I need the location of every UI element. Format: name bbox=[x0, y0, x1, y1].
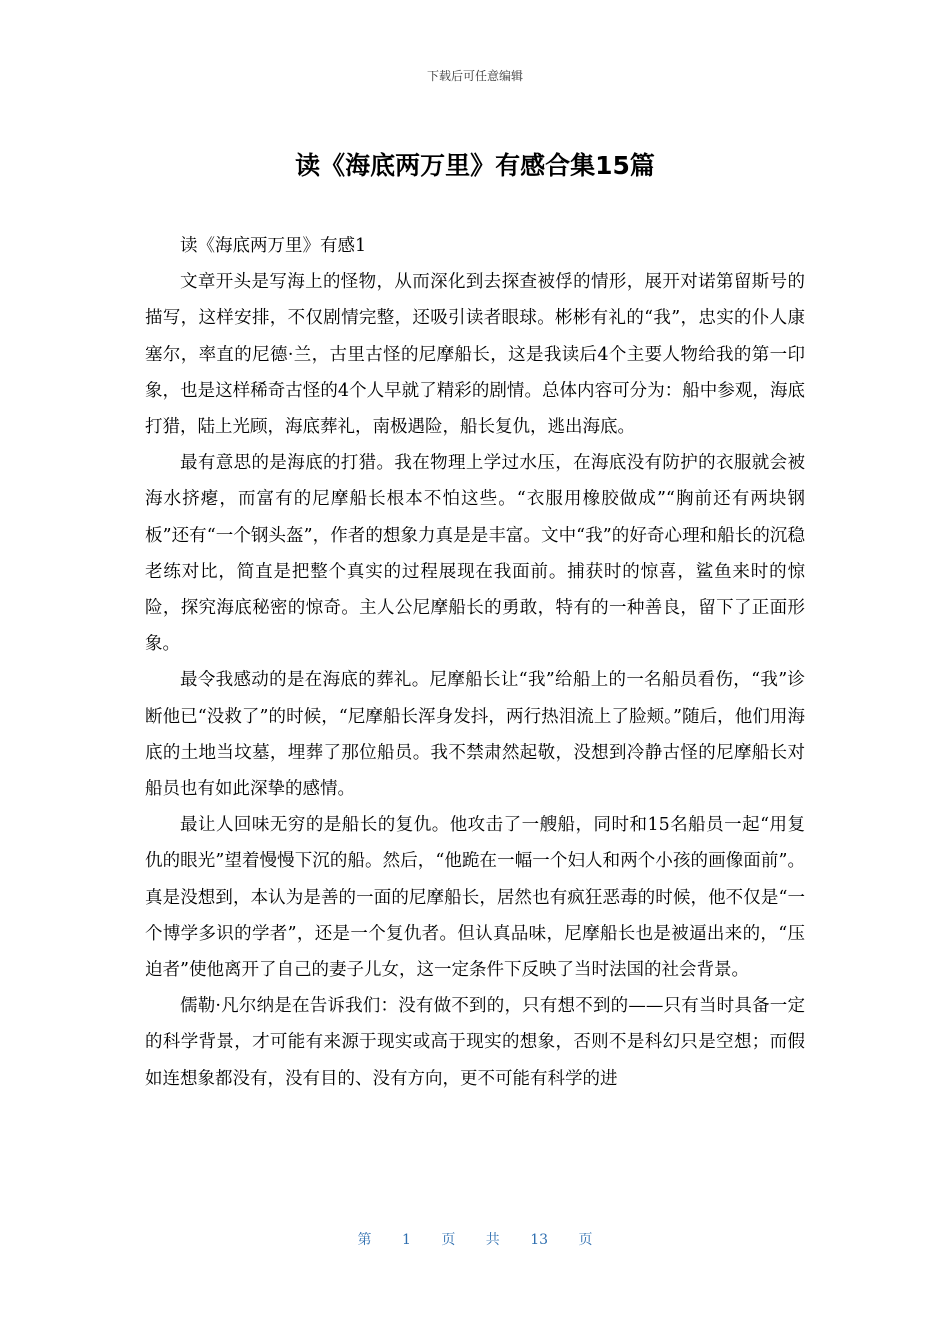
paragraph: 最令我感动的是在海底的葬礼。尼摩船长让“我”给船上的一名船员看伤，“我”诊断他已“没救了”的时候，“尼摩船长浑身发抖，两行热泪流上了脸颊。”随后，他们用海底的土地当坟墓，埋葬了那位船员。我不禁肃然起敬，没想到冷静古怪的尼摩船长对船员也有如此深挚的感情。 bbox=[145, 670, 805, 800]
footer-label-pages-end: 页 bbox=[578, 1232, 593, 1248]
paragraph: 最让人回味无穷的是船长的复仇。他攻击了一艘船，同时和15名船员一起“用复仇的眼光”望着慢慢下沉的船。然后，“他跪在一幅一个妇人和两个小孩的画像面前”。真是没想到，本认为是善的一面的尼摩船长，居然也有疯狂恶毒的时候，他不仅是“一个博学多识的学者”，还是一个复仇者。但认真品味，尼摩船长也是被逼出来的，“压迫者”使他离开了自己的妻子儿女，这一定条件下反映了当时法国的社会背景。 bbox=[145, 815, 805, 981]
page-number-footer bbox=[0, 1229, 950, 1249]
footer-label-total: 共 bbox=[485, 1232, 500, 1248]
paragraph: 儒勒·凡尔纳是在告诉我们：没有做不到的，只有想不到的——只有当时具备一定的科学背景，才可能有来源于现实或高于现实的想象，否则不是科幻只是空想；而假如连想象都没有，没有目的、没有方向，更不可能有科学的进 bbox=[145, 996, 805, 1089]
footer-current-page: 1 bbox=[401, 1232, 411, 1248]
footer-label-page-of: 页 bbox=[441, 1232, 456, 1248]
paragraph: 最有意思的是海底的打猎。我在物理上学过水压，在海底没有防护的衣服就会被海水挤瘪，而富有的尼摩船长根本不怕这些。“衣服用橡胶做成”“胸前还有两块钢板”还有“一个钢头盔”，作者的想象力真是是丰富。文中“我”的好奇心理和船长的沉稳老练对比，简直是把整个真实的过程展现在我面前。捕获时的惊喜，鲨鱼来时的惊险，探究海底秘密的惊奇。主人公尼摩船长的勇敢，特有的一种善良，留下了正面形象。 bbox=[145, 453, 805, 655]
document-title: 读《海底两万里》有感合集15篇 bbox=[295, 151, 655, 180]
paragraph-subtitle: 读《海底两万里》有感1 bbox=[180, 236, 367, 256]
document-body bbox=[145, 228, 805, 1097]
footer-label-page: 第 bbox=[357, 1232, 372, 1248]
paragraph: 文章开头是写海上的怪物，从而深化到去探查被俘的情形，展开对诺第留斯号的描写，这样安排，不仅剧情完整，还吸引读者眼球。彬彬有礼的“我”，忠实的仆人康塞尔，率直的尼德·兰，古里古怪的尼摩船长，这是我读后4个主要人物给我的第一印象，也是这样稀奇古怪的4个人早就了精彩的剧情。总体内容可分为：船中参观，海底打猎，陆上光顾，海底葬礼，南极遇险，船长复仇，逃出海底。 bbox=[145, 272, 805, 438]
header-note: 下载后可任意编辑 bbox=[426, 69, 523, 83]
footer-total-pages: 13 bbox=[530, 1232, 549, 1248]
